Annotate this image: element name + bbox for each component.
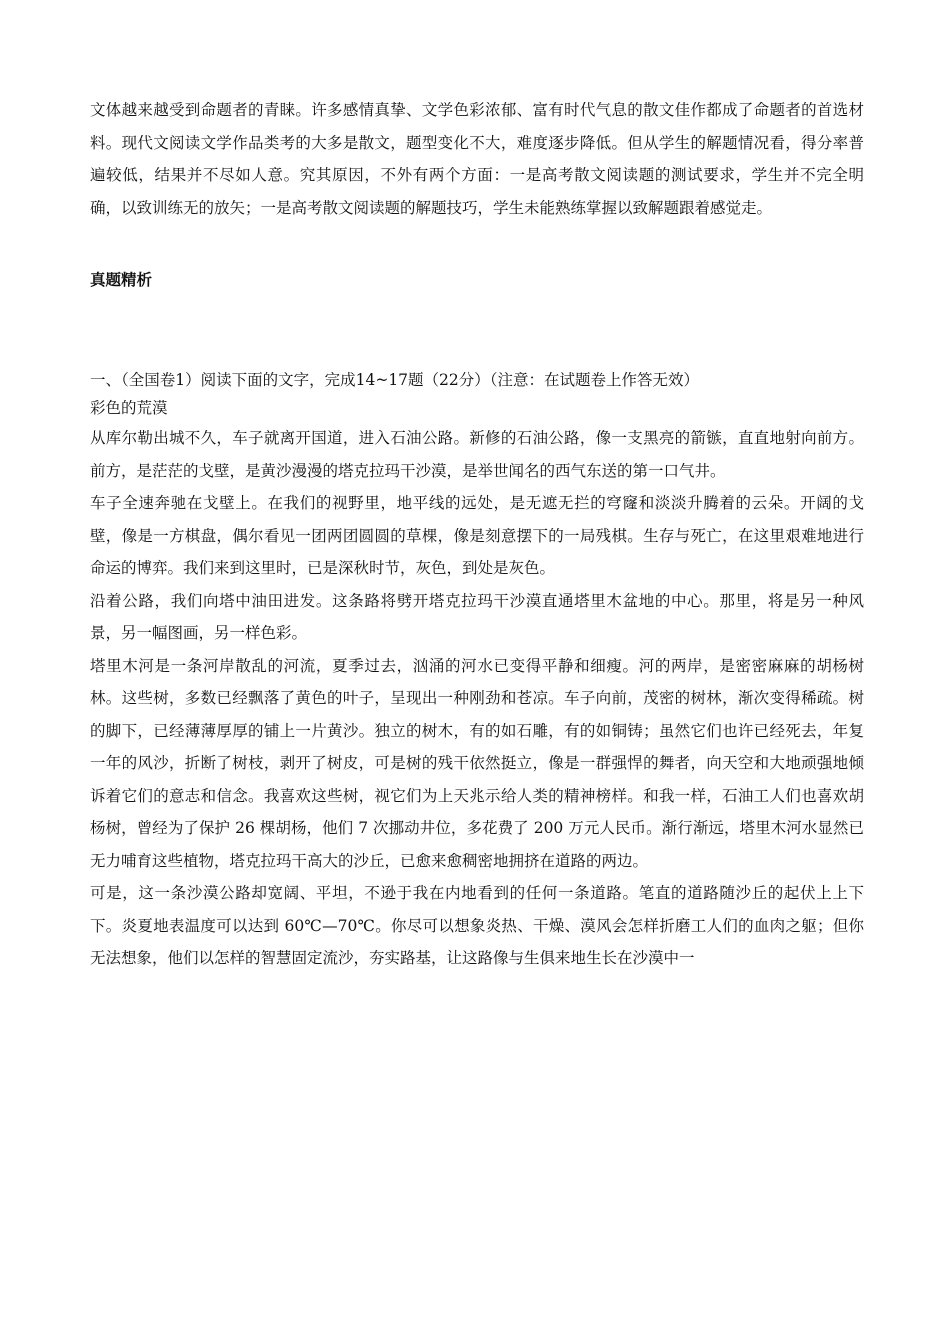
section-heading: 真题精析 bbox=[90, 271, 153, 289]
intro-paragraph: 文体越来越受到命题者的青睐。许多感情真挚、文学色彩浓郁、富有时代气息的散文佳作都成了命题者的首选材料。现代文阅读文学作品类考的大多是散文，题型变化不大，难度逐步降低。但从学生的解题情况看，得分率普遍较低，结果并不尽如人意。究其原因，不外有两个方面：一是高考散文阅读题的测试要求，学生并不完全明确，以致训练无的放矢；一是高考散文阅读题的解题技巧，学生未能熟练掌握以致解题跟着感觉走。 bbox=[90, 101, 864, 217]
essay-paragraph-1: 从库尔勒出城不久，车子就离开国道，进入石油公路。新修的石油公路，像一支黑亮的箭镞，直直地射向前方。前方，是茫茫的戈壁，是黄沙漫漫的塔克拉玛干沙漠，是举世闻名的西气东送的第一口气井。 bbox=[90, 429, 864, 480]
essay-paragraph-2: 车子全速奔驰在戈壁上。在我们的视野里，地平线的远处，是无遮无拦的穹窿和淡淡升腾着的云朵。开阔的戈壁，像是一方棋盘，偶尔看见一团两团圆圆的草棵，像是刻意摆下的一局残棋。生存与死亡，在这里艰难地进行命运的博弈。我们来到这里时，已是深秋时节，灰色，到处是灰色。 bbox=[90, 494, 864, 577]
question-prompt: 一、（全国卷1）阅读下面的文字，完成14~17题（22分）（注意：在试题卷上作答无效） bbox=[90, 371, 700, 389]
essay-paragraph-5: 可是，这一条沙漠公路却宽阔、平坦，不逊于我在内地看到的任何一条道路。笔直的道路随沙丘的起伏上上下下。炎夏地表温度可以达到 60℃—70℃。你尽可以想象炎热、干燥、漠风会怎样折磨工人们的血肉之躯；但你无法想象，他们以怎样的智慧固定流沙，夯实路基，让这路像与生俱来地生长在沙漠中一 bbox=[90, 884, 864, 967]
essay-title: 彩色的荒漠 bbox=[90, 399, 168, 417]
essay-paragraph-4: 塔里木河是一条河岸散乱的河流，夏季过去，汹涌的河水已变得平静和细瘦。河的两岸，是密密麻麻的胡杨树林。这些树，多数已经飘落了黄色的叶子，呈现出一种刚劲和苍凉。车子向前，茂密的树林，渐次变得稀疏。树的脚下，已经薄薄厚厚的铺上一片黄沙。独立的树木，有的如石雕，有的如铜铸；虽然它们也许已经死去，年复一年的风沙，折断了树枝，剥开了树皮，可是树的残干依然挺立，像是一群强悍的舞者，向天空和大地顽强地倾诉着它们的意志和信念。我喜欢这些树，视它们为上天兆示给人类的精神榜样。和我一样，石油工人们也喜欢胡杨树，曾经为了保护 26 棵胡杨，他们 7 次挪动井位，多花费了 200 万元人民币。渐行渐远，塔里木河水显然已无力哺育这些植物，塔克拉玛干高大的沙丘，已愈来愈稠密地拥挤在道路的两边。 bbox=[90, 656, 864, 870]
spacer bbox=[90, 224, 864, 264]
document-page bbox=[90, 94, 864, 975]
spacer bbox=[90, 296, 864, 366]
essay-paragraph-3: 沿着公路，我们向塔中油田进发。这条路将劈开塔克拉玛干沙漠直通塔里木盆地的中心。那里，将是另一种风景，另一幅图画，另一样色彩。 bbox=[90, 591, 864, 642]
